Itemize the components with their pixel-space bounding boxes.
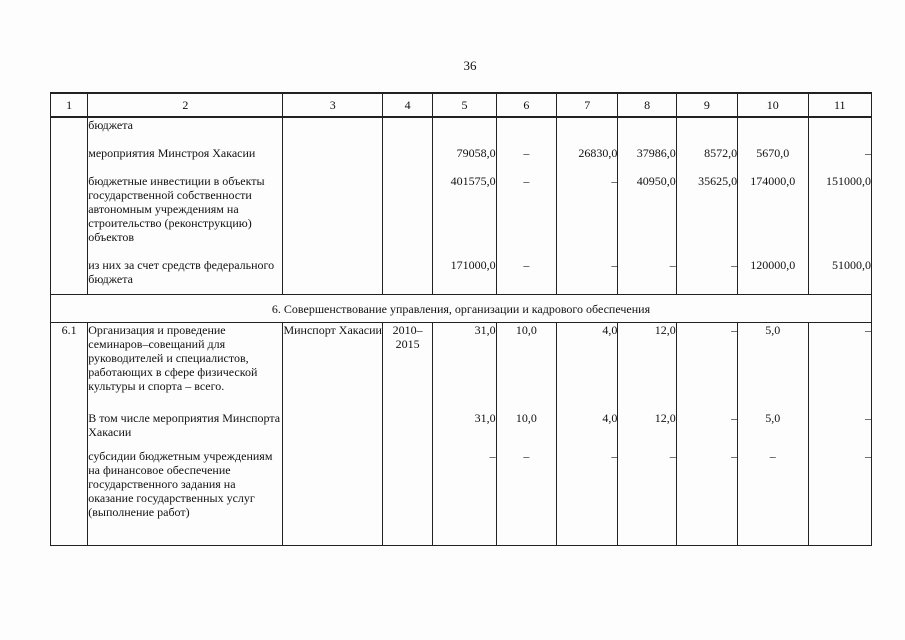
col8-value: 37986,0 xyxy=(618,146,676,174)
section-row xyxy=(51,295,872,323)
row-description: Организация и проведение семинаров–совещаний для руководителей и специалистов, работающих в сфере физической культуры и спорта – всего. xyxy=(88,323,283,412)
col11-value: – xyxy=(808,411,871,449)
row-executor: Минспорт Хакасии xyxy=(283,323,383,412)
col8-value: 40950,0 xyxy=(618,174,676,258)
table-row xyxy=(51,323,872,412)
section-title: 6. Совершенствование управления, организации и кадрового обеспечения xyxy=(51,295,872,323)
col11-value: 51000,0 xyxy=(808,258,871,295)
col6-value: 10,0 xyxy=(496,323,556,412)
col9-value: – xyxy=(676,449,737,546)
col8-value: 12,0 xyxy=(618,411,676,449)
col8-value: – xyxy=(618,258,676,295)
header-cell: 6 xyxy=(496,93,556,117)
col10-value: 5,0 xyxy=(738,323,808,412)
col7-value xyxy=(557,117,618,146)
col10-value: 5,0 xyxy=(738,411,808,449)
col9-value: – xyxy=(676,411,737,449)
col10-value: 5670,0 xyxy=(738,146,808,174)
header-cell: 10 xyxy=(738,93,808,117)
header-cell: 7 xyxy=(557,93,618,117)
table-row xyxy=(51,411,872,449)
col5-value: 401575,0 xyxy=(433,174,496,258)
col6-value xyxy=(496,117,556,146)
table-row xyxy=(51,146,872,174)
col9-value: 8572,0 xyxy=(676,146,737,174)
col5-value: – xyxy=(433,449,496,546)
row-period xyxy=(383,117,433,146)
col11-value: – xyxy=(808,323,871,412)
col5-value: 79058,0 xyxy=(433,146,496,174)
header-cell: 8 xyxy=(618,93,676,117)
page-number: 36 xyxy=(463,58,477,73)
budget-table xyxy=(50,92,872,546)
header-cell: 5 xyxy=(433,93,496,117)
col5-value: 31,0 xyxy=(433,323,496,412)
header-cell: 4 xyxy=(383,93,433,117)
row-period xyxy=(383,449,433,546)
table-row xyxy=(51,117,872,146)
row-number xyxy=(51,146,88,174)
row-period xyxy=(383,146,433,174)
header-cell: 11 xyxy=(808,93,871,117)
row-executor xyxy=(283,258,383,295)
col9-value: 35625,0 xyxy=(676,174,737,258)
col8-value xyxy=(618,117,676,146)
col6-value: – xyxy=(496,174,556,258)
col10-value: 120000,0 xyxy=(738,258,808,295)
row-description: бюджета xyxy=(88,117,283,146)
row-number xyxy=(51,449,88,546)
col7-value: 4,0 xyxy=(557,411,618,449)
col11-value xyxy=(808,117,871,146)
col10-value: – xyxy=(738,449,808,546)
row-executor xyxy=(283,146,383,174)
col7-value: – xyxy=(557,258,618,295)
row-number: 6.1 xyxy=(51,323,88,412)
col5-value: 171000,0 xyxy=(433,258,496,295)
col5-value xyxy=(433,117,496,146)
col7-value: 4,0 xyxy=(557,323,618,412)
col9-value: – xyxy=(676,258,737,295)
col9-value: – xyxy=(676,323,737,412)
header-cell: 9 xyxy=(676,93,737,117)
row-number xyxy=(51,174,88,258)
col8-value: – xyxy=(618,449,676,546)
row-number xyxy=(51,411,88,449)
row-period xyxy=(383,411,433,449)
col7-value: – xyxy=(557,449,618,546)
table-row xyxy=(51,258,872,295)
col6-value: – xyxy=(496,258,556,295)
col11-value: – xyxy=(808,146,871,174)
row-description: из них за счет средств федерального бюджета xyxy=(88,258,283,295)
header-row xyxy=(51,93,872,117)
col5-value: 31,0 xyxy=(433,411,496,449)
row-number xyxy=(51,258,88,295)
row-description: В том числе мероприятия Минспорта Хакасии xyxy=(88,411,283,449)
row-executor xyxy=(283,117,383,146)
col11-value: – xyxy=(808,449,871,546)
col6-value: – xyxy=(496,449,556,546)
row-period xyxy=(383,258,433,295)
row-description: бюджетные инвестиции в объекты государственной собственности автономным учреждениям на строительство (реконструкцию) объектов xyxy=(88,174,283,258)
row-executor xyxy=(283,411,383,449)
header-cell: 2 xyxy=(88,93,283,117)
row-executor xyxy=(283,174,383,258)
row-period: 2010–2015 xyxy=(383,323,433,412)
table-row xyxy=(51,449,872,546)
row-description: мероприятия Минстроя Хакасии xyxy=(88,146,283,174)
col9-value xyxy=(676,117,737,146)
col10-value xyxy=(738,117,808,146)
col6-value: – xyxy=(496,146,556,174)
table-row xyxy=(51,174,872,258)
col10-value: 174000,0 xyxy=(738,174,808,258)
row-executor xyxy=(283,449,383,546)
col7-value: – xyxy=(557,174,618,258)
header-cell: 3 xyxy=(283,93,383,117)
row-number xyxy=(51,117,88,146)
header-cell: 1 xyxy=(51,93,88,117)
row-period xyxy=(383,174,433,258)
col8-value: 12,0 xyxy=(618,323,676,412)
col6-value: 10,0 xyxy=(496,411,556,449)
col11-value: 151000,0 xyxy=(808,174,871,258)
col7-value: 26830,0 xyxy=(557,146,618,174)
row-description: субсидии бюджетным учреждениям на финансовое обеспечение государственного задания на оказание государственных услуг (выполнение работ) xyxy=(88,449,283,546)
